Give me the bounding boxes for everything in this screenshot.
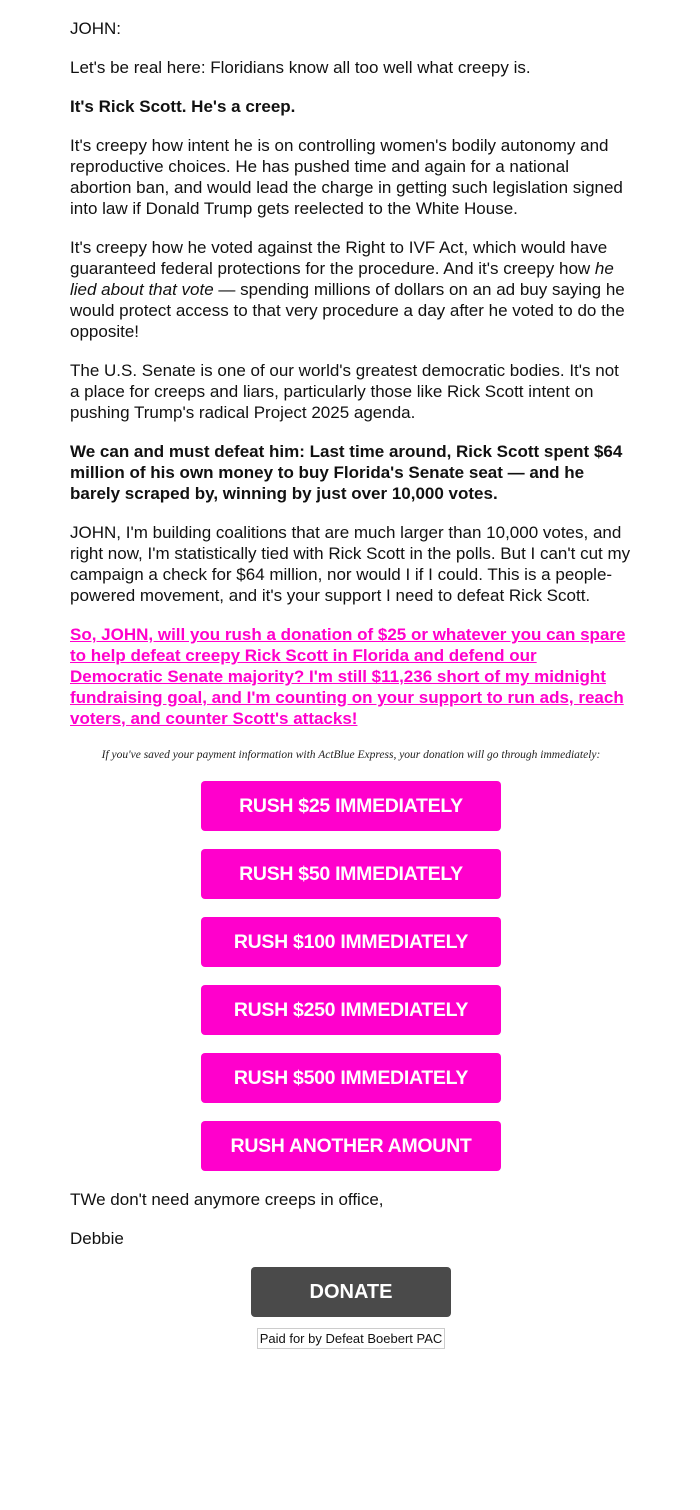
signature: Debbie: [70, 1229, 124, 1248]
donation-buttons: [70, 781, 632, 1189]
ivf-text-italic: he lied about that vote: [70, 259, 614, 299]
actblue-express-note: If you've saved your payment information with ActBlue Express, your donation will go through immediately:: [101, 749, 601, 761]
paragraph-defeat: We can and must defeat him: Last time around, Rick Scott spent $64 million of his own money to buy Florida's Senate seat — and he barely scraped by, winning by just over 10,000 votes.: [70, 442, 623, 503]
closing-line: TWe don't need anymore creeps in office,: [70, 1190, 384, 1209]
intro-paragraph: Let's be real here: Floridians know all too well what creepy is.: [70, 58, 531, 77]
rush-100-button[interactable]: RUSH $100 IMMEDIATELY: [201, 917, 501, 967]
paragraph-ivf: [70, 237, 632, 342]
rush-250-button[interactable]: RUSH $250 IMMEDIATELY: [201, 985, 501, 1035]
donate-button[interactable]: DONATE: [251, 1267, 451, 1317]
rush-25-button[interactable]: RUSH $25 IMMEDIATELY: [201, 781, 501, 831]
paid-for-disclaimer: Paid for by Defeat Boebert PAC: [257, 1328, 446, 1349]
rush-50-button[interactable]: RUSH $50 IMMEDIATELY: [201, 849, 501, 899]
paragraph-senate: The U.S. Senate is one of our world's greatest democratic bodies. It's not a place for creeps and liars, particularly those like Rick Scott intent on pushing Trump's radical Project 2025 agenda.: [70, 361, 619, 422]
bold-statement: It's Rick Scott. He's a creep.: [70, 97, 296, 116]
cta-donation-link[interactable]: So, JOHN, will you rush a donation of $25 or whatever you can spare to help defeat creepy Rick Scott in Florida and defend our Democratic Senate majority? I'm still $11,236 short of my midnight fundraising goal, and I'm counting on your support to run ads, reach voters, and counter Scott's attacks!: [70, 625, 626, 728]
rush-500-button[interactable]: RUSH $500 IMMEDIATELY: [201, 1053, 501, 1103]
paragraph-autonomy: It's creepy how intent he is on controlling women's bodily autonomy and reproductive choices. He has pushed time and again for a national abortion ban, and would lead the charge in getting such legislation signed into law if Donald Trump gets reelected to the White House.: [70, 136, 623, 218]
paragraph-coalitions: JOHN, I'm building coalitions that are much larger than 10,000 votes, and right now, I'm statistically tied with Rick Scott in the polls. But I can't cut my campaign a check for $64 million, nor would I if I could. This is a people-powered movement, and it's your support I need to defeat Rick Scott.: [70, 523, 631, 605]
cta-paragraph: [70, 624, 632, 729]
rush-another-amount-button[interactable]: RUSH ANOTHER AMOUNT: [201, 1121, 501, 1171]
ivf-text-before: It's creepy how he voted against the Right to IVF Act, which would have guaranteed federal protections for the procedure. And it's creepy how: [70, 238, 608, 278]
disclaimer-row: [70, 1327, 632, 1349]
ivf-text-after: — spending millions of dollars on an ad buy saying he would protect access to that very procedure a day after he voted to do the opposite!: [70, 280, 625, 341]
greeting: JOHN:: [70, 19, 121, 38]
email-body: [70, 18, 632, 1349]
